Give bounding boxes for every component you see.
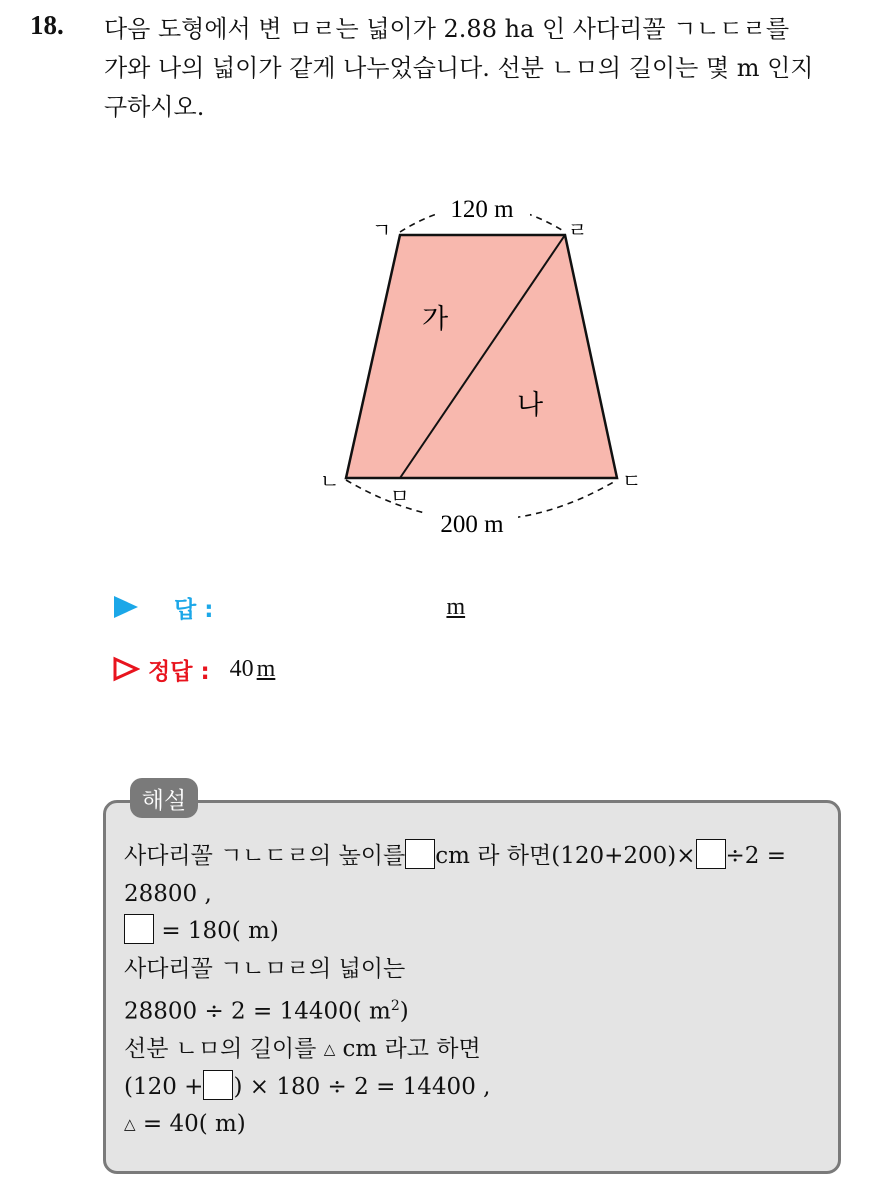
solution-line-1-a: 사다리꼴 ㄱㄴㄷㄹ의 높이를 [124, 843, 406, 869]
blank-box [203, 1070, 233, 1100]
vertex-label-r: ㄹ [568, 218, 588, 242]
answer-row [112, 590, 465, 624]
region-label-a: 가 [422, 304, 449, 335]
play-arrow-icon [112, 594, 140, 620]
question-text [104, 10, 864, 127]
superscript-two: 2 [390, 998, 400, 1014]
solution-line-3 [124, 913, 786, 951]
vertex-label-d: ㄷ [622, 469, 642, 493]
solution-line-4: 사다리꼴 ㄱㄴㅁㄹ의 넓이는 [124, 955, 406, 982]
correct-answer-label: 정답 : [148, 658, 210, 685]
top-dimension-label: 120 m [450, 196, 514, 223]
solution-line-8 [124, 1106, 786, 1144]
solution-line-6-b: cm 라고 하면 [342, 1036, 481, 1063]
solution-line-1 [124, 838, 786, 876]
solution-line-7-a: (120 + [124, 1073, 204, 1100]
triangle-symbol: △ [323, 1040, 336, 1059]
correct-answer-row [112, 652, 275, 686]
correct-answer-value: 40 [229, 655, 254, 682]
solution-line-1-b: cm 라 하면(120+200)× [435, 843, 696, 869]
solution-line-6 [124, 1031, 786, 1069]
outline-arrow-icon [112, 656, 140, 682]
solution-line-7 [124, 1069, 786, 1107]
region-label-b: 나 [517, 390, 544, 421]
solution-line-6-a: 선분 ㄴㅁ의 길이를 [124, 1036, 317, 1063]
vertex-label-g: ㄱ [372, 218, 392, 242]
solution-line-5 [124, 988, 786, 1031]
solution-line-7-b: ) × 180 ÷ 2 = 14400 , [233, 1073, 491, 1100]
question-number: 18. [30, 10, 64, 40]
question-line-1: 다음 도형에서 변 ㅁㄹ는 넓이가 2.88 ha 인 사다리꼴 ㄱㄴㄷㄹ를 [104, 15, 790, 43]
answer-unit: m [446, 593, 466, 620]
blank-box [696, 839, 726, 869]
blank-box [405, 839, 435, 869]
solution-line-8-b: = 40( m) [142, 1111, 246, 1138]
solution-line-2: 28800 , [124, 880, 212, 907]
triangle-symbol: △ [124, 1115, 136, 1134]
bottom-dimension-label: 200 m [440, 511, 504, 538]
solution-line-5-a: 28800 ÷ 2 = 14400( m [124, 998, 391, 1025]
solution-tag: 해설 [130, 778, 198, 818]
vertex-label-m: ㅁ [390, 484, 410, 508]
solution-line-5-b: ) [399, 998, 409, 1025]
question-line-2: 가와 나의 넓이가 같게 나누었습니다. 선분 ㄴㅁ의 길이는 몇 m 인지 [104, 54, 814, 82]
solution-line-1-c: ÷2 = [725, 843, 787, 869]
answer-label: 답 : [174, 596, 214, 623]
correct-answer-unit: m [256, 655, 276, 682]
trapezoid-figure [300, 180, 660, 550]
solution-text [124, 838, 786, 1144]
vertex-label-n: ㄴ [320, 469, 340, 493]
solution-line-3-text: = 180( m) [161, 918, 279, 944]
blank-box [124, 914, 154, 944]
question-line-3: 구하시오. [104, 93, 205, 121]
